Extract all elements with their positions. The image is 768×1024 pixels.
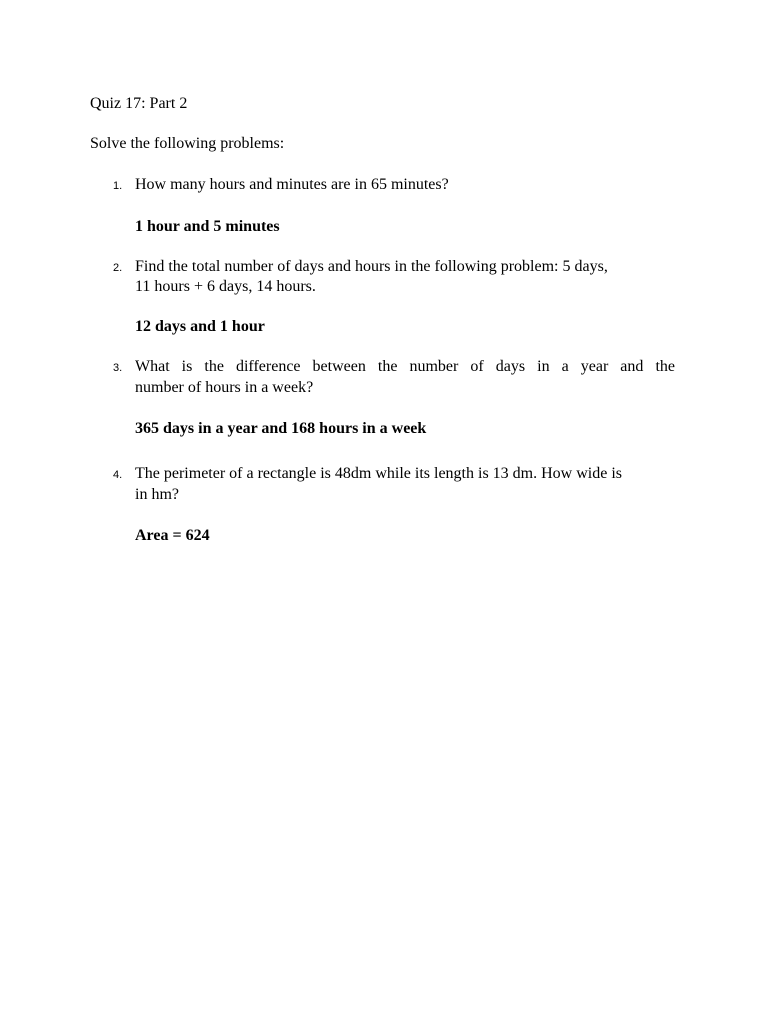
problem-1-answer: 1 hour and 5 minutes xyxy=(135,218,280,235)
problem-4-question-line-2: in hm? xyxy=(135,486,179,503)
problem-3-question xyxy=(135,357,675,398)
problem-3-answer: 365 days in a year and 168 hours in a week xyxy=(135,420,427,437)
problem-2-question-line-1: Find the total number of days and hours in the following problem: 5 days, xyxy=(135,258,608,275)
problem-3-number: 3. xyxy=(113,362,123,374)
problem-3-question-line-2: number of hours in a week? xyxy=(135,378,314,396)
problem-1-number: 1. xyxy=(113,180,123,192)
instructions: Solve the following problems: xyxy=(90,135,285,152)
problem-4-question-line-1: The perimeter of a rectangle is 48dm while its length is 13 dm. How wide is xyxy=(135,465,622,482)
problem-4-number: 4. xyxy=(113,469,123,481)
quiz-title: Quiz 17: Part 2 xyxy=(90,95,188,112)
problem-2-number: 2. xyxy=(113,262,123,274)
problem-2-question-line-2: 11 hours + 6 days, 14 hours. xyxy=(135,278,316,295)
problem-4-answer: Area = 624 xyxy=(135,527,210,544)
problem-2-answer: 12 days and 1 hour xyxy=(135,318,265,335)
problem-1-question-line-1: How many hours and minutes are in 65 minutes? xyxy=(135,176,449,193)
problem-3-question-line-1: What is the difference between the number of days in a year and the xyxy=(135,358,675,375)
